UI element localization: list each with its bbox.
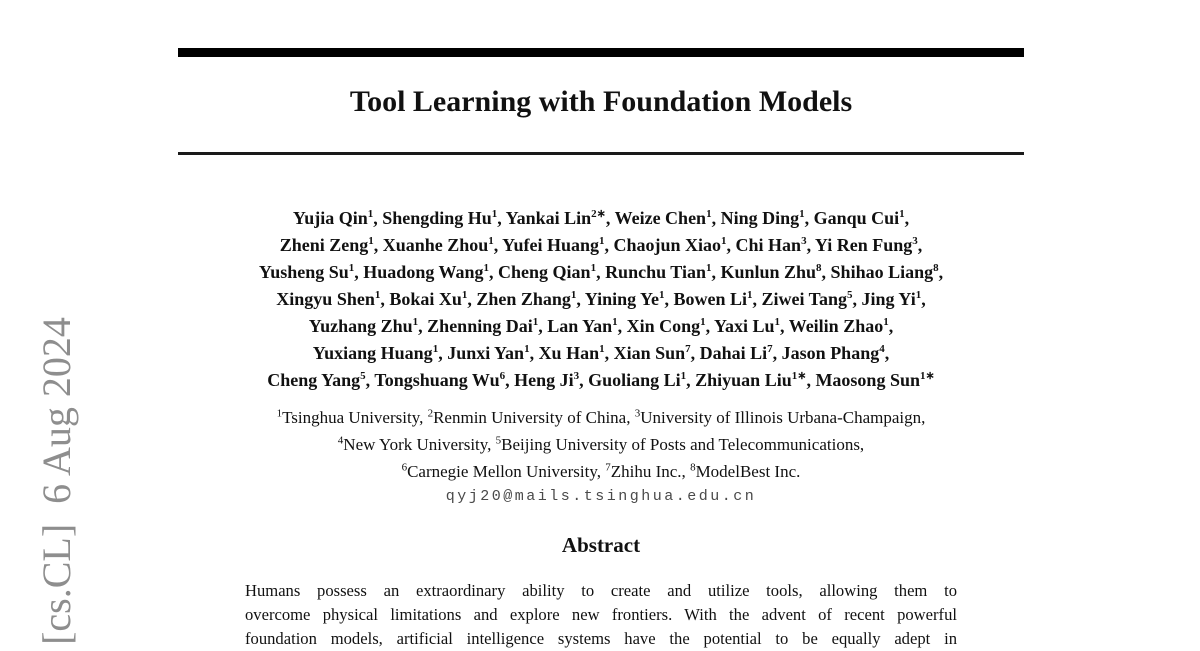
author-line: Yuxiang Huang$^1$, Junxi Yan$^1$, Xu Han$^1$, Xian Sun$^7$, Dahai Li$^7$, Jason Phang$^4$, xyxy=(312,343,890,363)
affiliation-line: $^1$Tsinghua University, $^2$Renmin University of China, $^3$University of Illinois Urbana-Champaign, xyxy=(276,407,926,427)
contact-email: qyj20@mails.tsinghua.edu.cn xyxy=(445,488,757,505)
author-line: Cheng Yang$^5$, Tongshuang Wu$^6$, Heng Ji$^3$, Guoliang Li$^1$, Zhiyuan Liu$^{1∗}$, Maosong Sun$^{1∗}$ xyxy=(267,370,935,390)
affiliation-line: $^6$Carnegie Mellon University, $^7$Zhihu Inc., $^8$ModelBest Inc. xyxy=(401,461,801,481)
author-list xyxy=(178,205,1024,394)
author-line: Yuzhang Zhu$^1$, Zhenning Dai$^1$, Lan Yan$^1$, Xin Cong$^1$, Yaxi Lu$^1$, Weilin Zhao$^1$, xyxy=(308,316,894,336)
abstract-line: Humans possess an extraordinary ability to create and utilize tools, allowing them to xyxy=(245,581,957,600)
arxiv-watermark: [cs.CL] 6 Aug 2024 xyxy=(34,317,79,645)
abstract-line: overcome physical limitations and explore new frontiers. With the advent of recent powerful xyxy=(245,605,957,624)
affiliation-line: $^4$New York University, $^5$Beijing University of Posts and Telecommunications, xyxy=(337,434,865,454)
title-rule xyxy=(178,152,1024,155)
paper-page xyxy=(178,0,1024,651)
abstract-line: foundation models, artificial intelligence systems have the potential to be equally adept in xyxy=(245,629,957,648)
abstract-text xyxy=(245,579,957,651)
author-line: Yujia Qin$^1$, Shengding Hu$^1$, Yankai Lin$^{2∗}$, Weize Chen$^1$, Ning Ding$^1$, Ganqu Cui$^1$, xyxy=(292,208,910,228)
affiliation-list xyxy=(178,404,1024,485)
paper-title: Tool Learning with Foundation Models xyxy=(349,85,853,118)
author-line: Xingyu Shen$^1$, Bokai Xu$^1$, Zhen Zhang$^1$, Yining Ye$^1$, Bowen Li$^1$, Ziwei Tang$^5$, Jing Yi$^1$, xyxy=(276,289,926,309)
abstract-heading: Abstract xyxy=(561,533,641,557)
author-line: Zheni Zeng$^1$, Xuanhe Zhou$^1$, Yufei Huang$^1$, Chaojun Xiao$^1$, Chi Han$^3$, Yi Ren Fung$^3$, xyxy=(279,235,923,255)
top-rule xyxy=(178,48,1024,57)
author-line: Yusheng Su$^1$, Huadong Wang$^1$, Cheng Qian$^1$, Runchu Tian$^1$, Kunlun Zhu$^8$, Shihao Liang$^8$, xyxy=(258,262,944,282)
